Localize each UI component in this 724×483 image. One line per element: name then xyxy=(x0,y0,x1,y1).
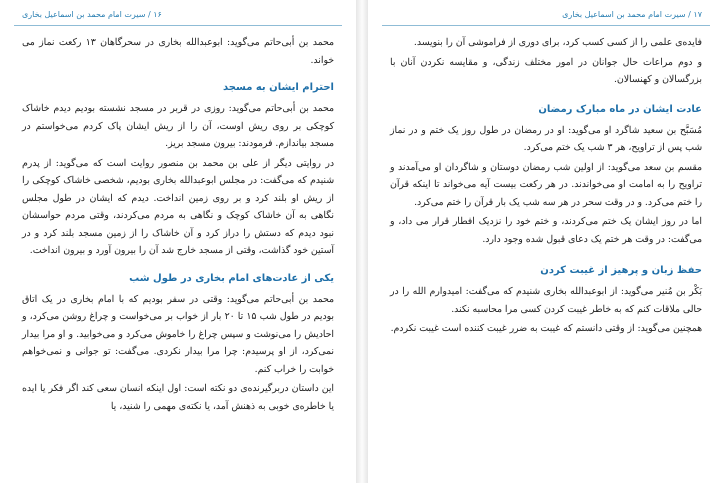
paragraph: مقسم بن سعد می‌گوید: از اولین شب رمضان دوستان و شاگردان او می‌آمدند و تراویح را به امامت او می‌خواندند. در هر رکعت بیست آیه می‌خواند تا اینکه قرآن را ختم می‌کرد. و در وقت سحر در هر سه شب یک بار قرآن را ختم می‌کرد. xyxy=(390,161,702,208)
section-heading: یکی از عادت‌های امام بخاری در طول شب xyxy=(129,272,334,284)
right-page-header: ۱۷ / سیرت امام محمد بن اسماعیل بخاری xyxy=(562,10,702,19)
paragraph: همچنین می‌گوید: از وقتی دانستم که غیبت به ضرر غیبت کننده است غیبت نکردم. xyxy=(390,323,702,334)
paragraph: مُسَبَّح بن سعید شاگرد او می‌گوید: او در رمضان در طول روز یک ختم و در نماز شب پس از تراویح، هر ۳ شب یک ختم می‌کرد. xyxy=(390,124,702,153)
paragraph: در روایتی دیگر از علی بن محمد بن منصور روایت است که می‌گوید: از پدرم شنیدم که می‌گفت: در مجلس ابوعبدالله بخاری بودیم، شخصی خاشاک کوچکی را از ریش او بلند کرد و بر روی زمین انداخت. دیدم که ایشان در طول مجلس نگاهی به آن خاشاک کوچک و نگاهی به مردم می‌کردند، وقتی مردم حواسشان نبود دیدم که دستش را دراز کرد و آن خاشاک را از زمین مسجد بلند کرد و در آستین خود گذاشت، وقتی از مسجد خارج شد آن را بیرون آورد و بیرون انداخت. xyxy=(22,157,334,256)
paragraph: فایده‌ی علمی را از کسی کسب کرد، برای دوری از فراموشی آن را بنویسد. xyxy=(413,37,702,48)
right-header-rule xyxy=(382,25,710,26)
section-heading: حفظ زبان و پرهیز از غیبت کردن xyxy=(540,265,702,276)
section-heading: عادت ایشان در ماه مبارک رمضان xyxy=(538,103,702,115)
book-gutter xyxy=(356,0,368,483)
paragraph: محمد بن أبی‌حاتم می‌گوید: روزی در قربر در مسجد نشسته بودیم دیدم خاشاک کوچکی بر روی ریش اوست، آن را از ریش ایشان پاک کردم می‌خواستم در مسجد بیاندازم. فرمودند: بیرون مسجد بریز. xyxy=(22,103,334,149)
paragraph: و دوم مراعات حال جوانان در امور مختلف زندگی، و مقایسه نکردن آنان با بزرگسالان و کهنسالان. xyxy=(390,56,702,85)
paragraph: اما در روز ایشان یک ختم می‌کردند، و ختم خود را نزدیک افطار قرار می داد، و می‌گفت: در وقت هر ختم یک دعای قبول شده وجود دارد. xyxy=(390,216,702,245)
right-page-content xyxy=(390,34,702,340)
right-page xyxy=(368,0,724,483)
left-page-header: ۱۶ / سیرت امام محمد بن اسماعیل بخاری xyxy=(22,10,162,19)
paragraph: محمد بن أبی‌حاتم می‌گوید: ابوعبدالله بخاری در سحرگاهان ۱۳ رکعت نماز می خواند. xyxy=(22,37,334,66)
left-page-content xyxy=(22,34,334,417)
left-page xyxy=(0,0,356,483)
section-heading: احترام ایشان به مسجد xyxy=(223,82,334,93)
paragraph: محمد بن أبی‌حاتم می‌گوید: وقتی در سفر بودیم که با امام بخاری در یک اتاق بودیم در طول شب ۱۵ تا ۲۰ بار از خواب بر می‌خواست و چراغ روشن می‌کرد، و احادیش را می‌نوشت و سپس چراغ را خاموش می‌کرد و می‌خوابید. و او مرا بیدار نمی‌کرد، از او پرسیدم: چرا مرا بیدار نکردی. می‌گفت: تو جوانی و نمی‌خواهم خوابت را خراب کنم. xyxy=(22,293,334,375)
paragraph: این داستان دربرگیرنده‌ی دو نکته است: اول اینکه انسان سعی کند اگر فکر یا ایده یا خاطره‌ی خوبی به ذهنش آمد، یا نکته‌ی مهمی را شنید، یا xyxy=(22,383,334,412)
left-header-rule xyxy=(14,25,342,26)
paragraph: بَکْر بن مُنیر می‌گوید: از ابوعبدالله بخاری شنیدم که می‌گفت: امیدوارم الله را در حالی ملاقات کنم که به خاطر غیبت کردن کسی مرا محاسبه نکند. xyxy=(390,286,702,315)
